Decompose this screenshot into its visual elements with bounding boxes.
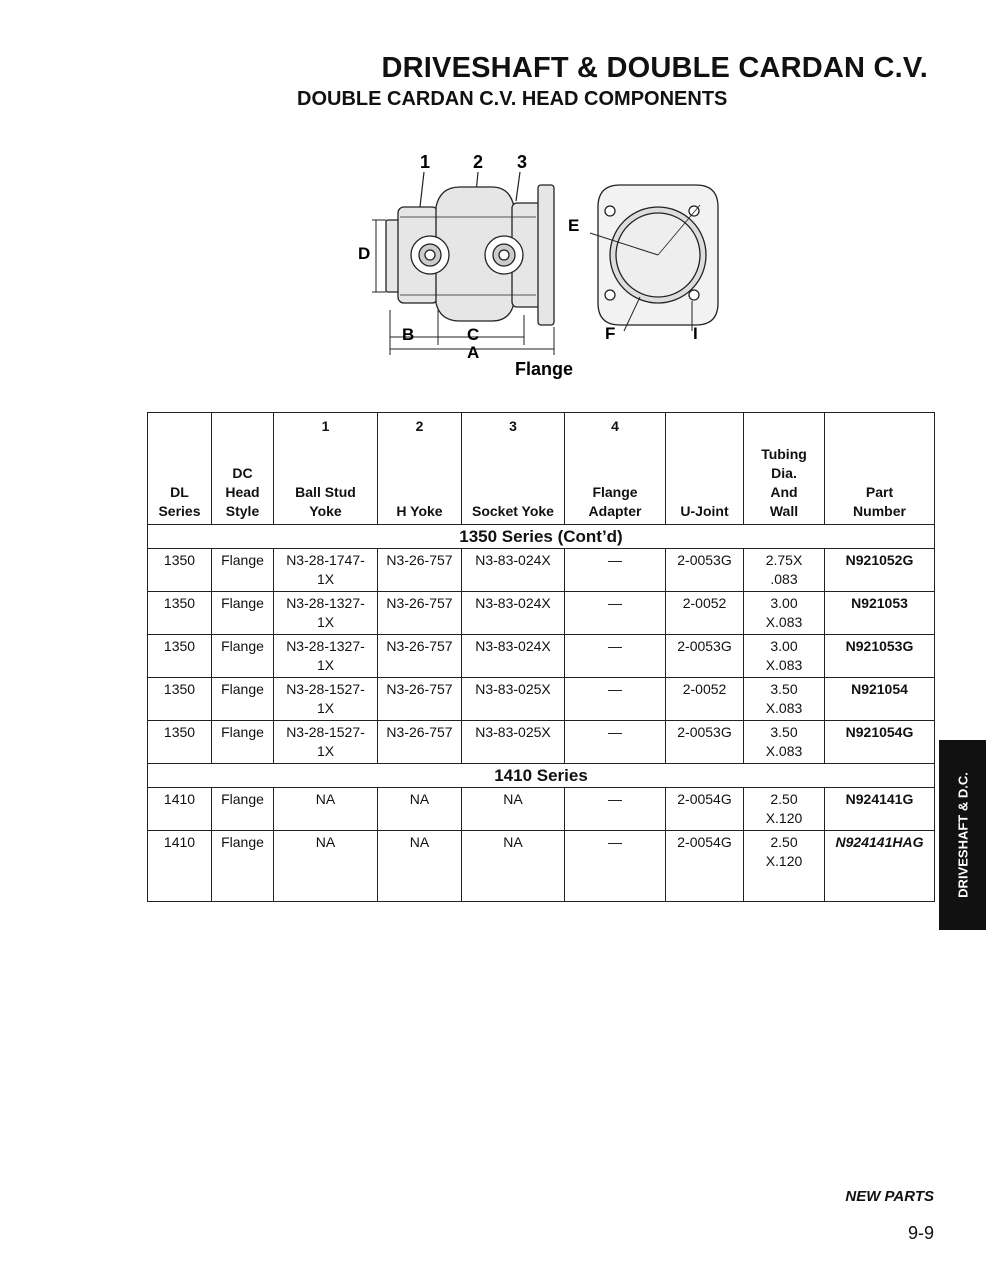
tubing-cell-line: 2.75X xyxy=(765,552,803,568)
ball-stud-yoke-cell-line: 1X xyxy=(316,571,335,587)
dim-label-f: F xyxy=(605,324,616,343)
flange-adapter-cell: — xyxy=(565,592,666,635)
ball-stud-yoke-cell-line: 1X xyxy=(316,700,335,716)
socket-yoke-cell: N3-83-025X xyxy=(462,678,565,721)
column-header xyxy=(212,413,274,525)
tubing-cell-line: X.120 xyxy=(765,853,803,869)
head-style-cell: Flange xyxy=(212,721,274,764)
table-row xyxy=(148,788,935,831)
column-header-line: Socket Yoke xyxy=(472,503,554,519)
ujoint-cell: 2-0054G xyxy=(666,788,744,831)
ujoint-cell: 2-0052 xyxy=(666,592,744,635)
column-header-line: Yoke xyxy=(309,503,342,519)
table-row xyxy=(148,549,935,592)
ball-stud-yoke-cell-line: 1X xyxy=(316,614,335,630)
tubing-cell xyxy=(744,592,825,635)
tubing-cell-line: 3.00 xyxy=(770,638,798,654)
column-header-line: Number xyxy=(853,503,906,519)
dl-series-cell: 1350 xyxy=(148,678,212,721)
ball-stud-yoke-cell-line: N3-28-1527- xyxy=(286,681,365,697)
head-style-cell: Flange xyxy=(212,635,274,678)
ball-stud-yoke-cell xyxy=(274,549,378,592)
ujoint-cell: 2-0053G xyxy=(666,635,744,678)
column-header-line: And xyxy=(770,484,798,500)
h-yoke-cell: N3-26-757 xyxy=(378,635,462,678)
section-title: 1350 Series (Cont’d) xyxy=(148,525,935,549)
head-style-cell: Flange xyxy=(212,788,274,831)
ball-stud-yoke-cell xyxy=(274,678,378,721)
ball-stud-yoke-cell-line: NA xyxy=(315,791,336,807)
part-number-cell: N921054 xyxy=(825,678,935,721)
dim-label-e: E xyxy=(568,216,580,235)
column-header-line: Part xyxy=(865,484,894,500)
table-row xyxy=(148,721,935,764)
tubing-cell xyxy=(744,635,825,678)
tubing-cell-line: X.083 xyxy=(765,743,803,759)
tubing-cell xyxy=(744,721,825,764)
part-number-cell: N921053G xyxy=(825,635,935,678)
socket-yoke-cell: N3-83-024X xyxy=(462,549,565,592)
tubing-cell xyxy=(744,549,825,592)
head-style-cell: Flange xyxy=(212,549,274,592)
parts-table xyxy=(147,412,935,902)
column-header-line: Adapter xyxy=(588,503,642,519)
column-header xyxy=(274,413,378,525)
socket-yoke-cell: NA xyxy=(462,831,565,902)
table-row xyxy=(148,678,935,721)
ball-stud-yoke-cell xyxy=(274,635,378,678)
dl-series-cell: 1350 xyxy=(148,549,212,592)
tubing-cell-line: 3.50 xyxy=(770,681,798,697)
h-yoke-cell: N3-26-757 xyxy=(378,592,462,635)
page-number: 9-9 xyxy=(907,1223,934,1243)
flange-adapter-cell: — xyxy=(565,788,666,831)
cv-head-diagram xyxy=(340,145,740,390)
side-view xyxy=(386,185,554,325)
tubing-cell xyxy=(744,678,825,721)
part-number-cell: N921054G xyxy=(825,721,935,764)
h-yoke-cell: NA xyxy=(378,788,462,831)
column-number: 2 xyxy=(415,418,424,434)
page-title: DRIVESHAFT & DOUBLE CARDAN C.V. xyxy=(381,52,928,84)
column-header-line: Ball Stud xyxy=(295,484,356,500)
flange-adapter-cell: — xyxy=(565,678,666,721)
dl-series-cell: 1410 xyxy=(148,831,212,902)
side-tab-label: DRIVESHAFT & D.C. xyxy=(955,772,970,898)
tubing-cell-line: 2.50 xyxy=(770,834,798,850)
column-header-line: H Yoke xyxy=(396,503,443,519)
tubing-cell-line: 3.00 xyxy=(770,595,798,611)
tubing-cell-line: 3.50 xyxy=(770,724,798,740)
ball-stud-yoke-cell xyxy=(274,831,378,902)
tubing-cell-line: X.083 xyxy=(765,700,803,716)
end-view xyxy=(590,185,718,331)
flange-adapter-cell: — xyxy=(565,721,666,764)
ball-stud-yoke-cell-line: N3-28-1327- xyxy=(286,638,365,654)
ball-stud-yoke-cell-line: 1X xyxy=(316,743,335,759)
tubing-cell xyxy=(744,831,825,902)
dl-series-cell: 1350 xyxy=(148,592,212,635)
ball-stud-yoke-cell-line: N3-28-1747- xyxy=(286,552,365,568)
dim-label-c: C xyxy=(467,325,480,344)
socket-yoke-cell: N3-83-024X xyxy=(462,592,565,635)
dim-label-a: A xyxy=(467,343,480,362)
dl-series-cell: 1350 xyxy=(148,635,212,678)
callout-2: 2 xyxy=(473,152,484,172)
new-parts-label: NEW PARTS xyxy=(845,1188,934,1205)
callout-3: 3 xyxy=(517,152,528,172)
column-header-line: Wall xyxy=(769,503,799,519)
section-title: 1410 Series xyxy=(148,764,935,788)
ball-stud-yoke-cell-line: N3-28-1527- xyxy=(286,724,365,740)
ball-stud-yoke-cell-line: 1X xyxy=(316,657,335,673)
column-header xyxy=(148,413,212,525)
figure-caption: Flange xyxy=(515,359,574,379)
ujoint-cell: 2-0052 xyxy=(666,678,744,721)
table-row xyxy=(148,592,935,635)
tubing-cell xyxy=(744,788,825,831)
flange-adapter-cell: — xyxy=(565,549,666,592)
ujoint-cell: 2-0053G xyxy=(666,549,744,592)
column-header-line: Flange xyxy=(592,484,638,500)
ujoint-cell: 2-0053G xyxy=(666,721,744,764)
ball-stud-yoke-cell xyxy=(274,788,378,831)
head-style-cell: Flange xyxy=(212,678,274,721)
part-number-cell: N924141G xyxy=(825,788,935,831)
tubing-cell-line: X.083 xyxy=(765,657,803,673)
column-header-line: DC xyxy=(232,465,253,481)
table-row xyxy=(148,635,935,678)
dim-label-i: I xyxy=(693,324,698,343)
head-style-cell: Flange xyxy=(212,592,274,635)
column-header-line: Tubing xyxy=(761,446,807,462)
callout-1: 1 xyxy=(420,152,431,172)
h-yoke-cell: NA xyxy=(378,831,462,902)
column-header xyxy=(666,413,744,525)
dim-label-d: D xyxy=(358,244,371,263)
h-yoke-cell: N3-26-757 xyxy=(378,549,462,592)
column-header xyxy=(565,413,666,525)
page-subtitle: DOUBLE CARDAN C.V. HEAD COMPONENTS xyxy=(297,88,728,110)
flange-adapter-cell: — xyxy=(565,831,666,902)
tubing-cell-line: X.120 xyxy=(765,810,803,826)
column-header xyxy=(825,413,935,525)
column-number: 4 xyxy=(611,418,619,434)
section-header-row xyxy=(148,764,935,788)
tubing-cell-line: 2.50 xyxy=(770,791,798,807)
head-style-cell: Flange xyxy=(212,831,274,902)
h-yoke-cell: N3-26-757 xyxy=(378,678,462,721)
column-header xyxy=(378,413,462,525)
table-header-row xyxy=(148,413,935,525)
part-number-cell: N921053 xyxy=(825,592,935,635)
part-number-cell: N924141HAG xyxy=(825,831,935,902)
column-header-line: DL xyxy=(170,484,189,500)
ball-stud-yoke-cell-line: NA xyxy=(315,834,336,850)
tubing-cell-line: .083 xyxy=(770,571,798,587)
socket-yoke-cell: N3-83-025X xyxy=(462,721,565,764)
h-yoke-cell: N3-26-757 xyxy=(378,721,462,764)
dim-label-b: B xyxy=(402,325,415,344)
column-header-line: Style xyxy=(225,503,260,519)
column-header-line: Head xyxy=(225,484,260,500)
flange-adapter-cell: — xyxy=(565,635,666,678)
socket-yoke-cell: NA xyxy=(462,788,565,831)
socket-yoke-cell: N3-83-024X xyxy=(462,635,565,678)
column-number: 1 xyxy=(321,418,330,434)
column-header-line: Dia. xyxy=(771,465,797,481)
ball-stud-yoke-cell xyxy=(274,592,378,635)
tubing-cell-line: X.083 xyxy=(765,614,803,630)
dl-series-cell: 1410 xyxy=(148,788,212,831)
ball-stud-yoke-cell xyxy=(274,721,378,764)
column-header xyxy=(462,413,565,525)
table-row xyxy=(148,831,935,902)
column-header xyxy=(744,413,825,525)
section-header-row xyxy=(148,525,935,549)
ujoint-cell: 2-0054G xyxy=(666,831,744,902)
column-header-line: U-Joint xyxy=(680,503,729,519)
column-header-line: Series xyxy=(158,503,201,519)
ball-stud-yoke-cell-line: N3-28-1327- xyxy=(286,595,365,611)
side-tab[interactable] xyxy=(939,740,986,930)
dl-series-cell: 1350 xyxy=(148,721,212,764)
part-number-cell: N921052G xyxy=(825,549,935,592)
column-number: 3 xyxy=(509,418,517,434)
